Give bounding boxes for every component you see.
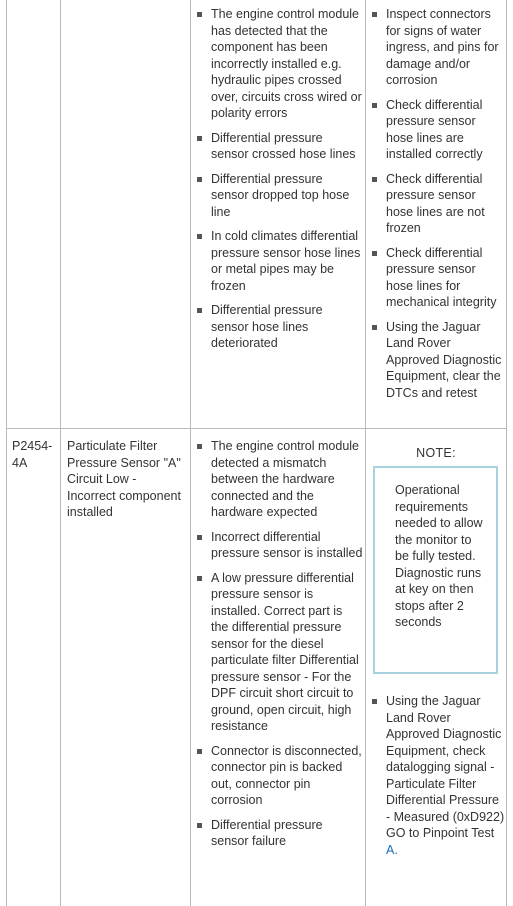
list-item: Check differential pressure sensor hose lines are not frozen bbox=[370, 171, 504, 237]
row2-actions-cell bbox=[366, 438, 506, 866]
row1-causes-list bbox=[195, 6, 363, 352]
list-item: Check differential pressure sensor hose lines are installed correctly bbox=[370, 97, 504, 163]
row-divider bbox=[6, 428, 507, 429]
list-item: Connector is disconnected, connector pin is backed out, connector pin corrosion bbox=[195, 743, 363, 809]
list-item: Inspect connectors for signs of water ingress, and pins for damage and/or corrosion bbox=[370, 6, 504, 89]
row1-causes-cell bbox=[195, 6, 363, 360]
table-border-right bbox=[506, 0, 507, 906]
row1-actions-cell bbox=[370, 6, 504, 409]
row2-causes-cell bbox=[195, 438, 363, 858]
list-item: Using the Jaguar Land Rover Approved Diagnostic Equipment, clear the DTCs and retest bbox=[370, 319, 504, 402]
list-item: The engine control module has detected that the component has been incorrectly installed e.g. hydraulic pipes crossed over, circuits cross wired or polarity errors bbox=[195, 6, 363, 122]
table-border-left bbox=[6, 0, 7, 906]
list-item: Differential pressure sensor hose lines deteriorated bbox=[195, 302, 363, 352]
list-item bbox=[370, 693, 506, 858]
action-text: Using the Jaguar Land Rover Approved Diagnostic Equipment, check datalogging signal - Particulate Filter Differential Pressure - Measured (0xD922) GO to Pinpoint Test bbox=[386, 694, 505, 840]
note-heading: NOTE: bbox=[416, 446, 456, 460]
pinpoint-test-link[interactable]: A. bbox=[386, 842, 398, 857]
list-item: Incorrect differential pressure sensor is installed bbox=[195, 529, 363, 562]
column-divider bbox=[60, 0, 61, 906]
row2-causes-list bbox=[195, 438, 363, 850]
column-divider bbox=[190, 0, 191, 906]
note-text: Operational requirements needed to allow the monitor to be fully tested. Diagnostic runs at key on then stops after 2 seconds bbox=[395, 483, 483, 629]
row2-actions-list bbox=[370, 693, 506, 858]
list-item: In cold climates differential pressure sensor hose lines or metal pipes may be frozen bbox=[195, 228, 363, 294]
dtc-description: Particulate Filter Pressure Sensor "A" Circuit Low - Incorrect component installed bbox=[67, 439, 181, 519]
dtc-code: P2454-4A bbox=[12, 439, 53, 470]
list-item: The engine control module detected a mismatch between the hardware connected and the hardware expected bbox=[195, 438, 363, 521]
list-item: Differential pressure sensor crossed hose lines bbox=[195, 130, 363, 163]
list-item: Check differential pressure sensor hose lines for mechanical integrity bbox=[370, 245, 504, 311]
note-box bbox=[373, 466, 498, 674]
row1-actions-list bbox=[370, 6, 504, 401]
list-item: Differential pressure sensor dropped top hose line bbox=[195, 171, 363, 221]
list-item: Differential pressure sensor failure bbox=[195, 817, 363, 850]
list-item: A low pressure differential pressure sensor is installed. Correct part is the differential pressure sensor for the diesel particulate filter Differential pressure sensor - For the DPF circuit short circuit to ground, open circuit, high resistance bbox=[195, 570, 363, 735]
